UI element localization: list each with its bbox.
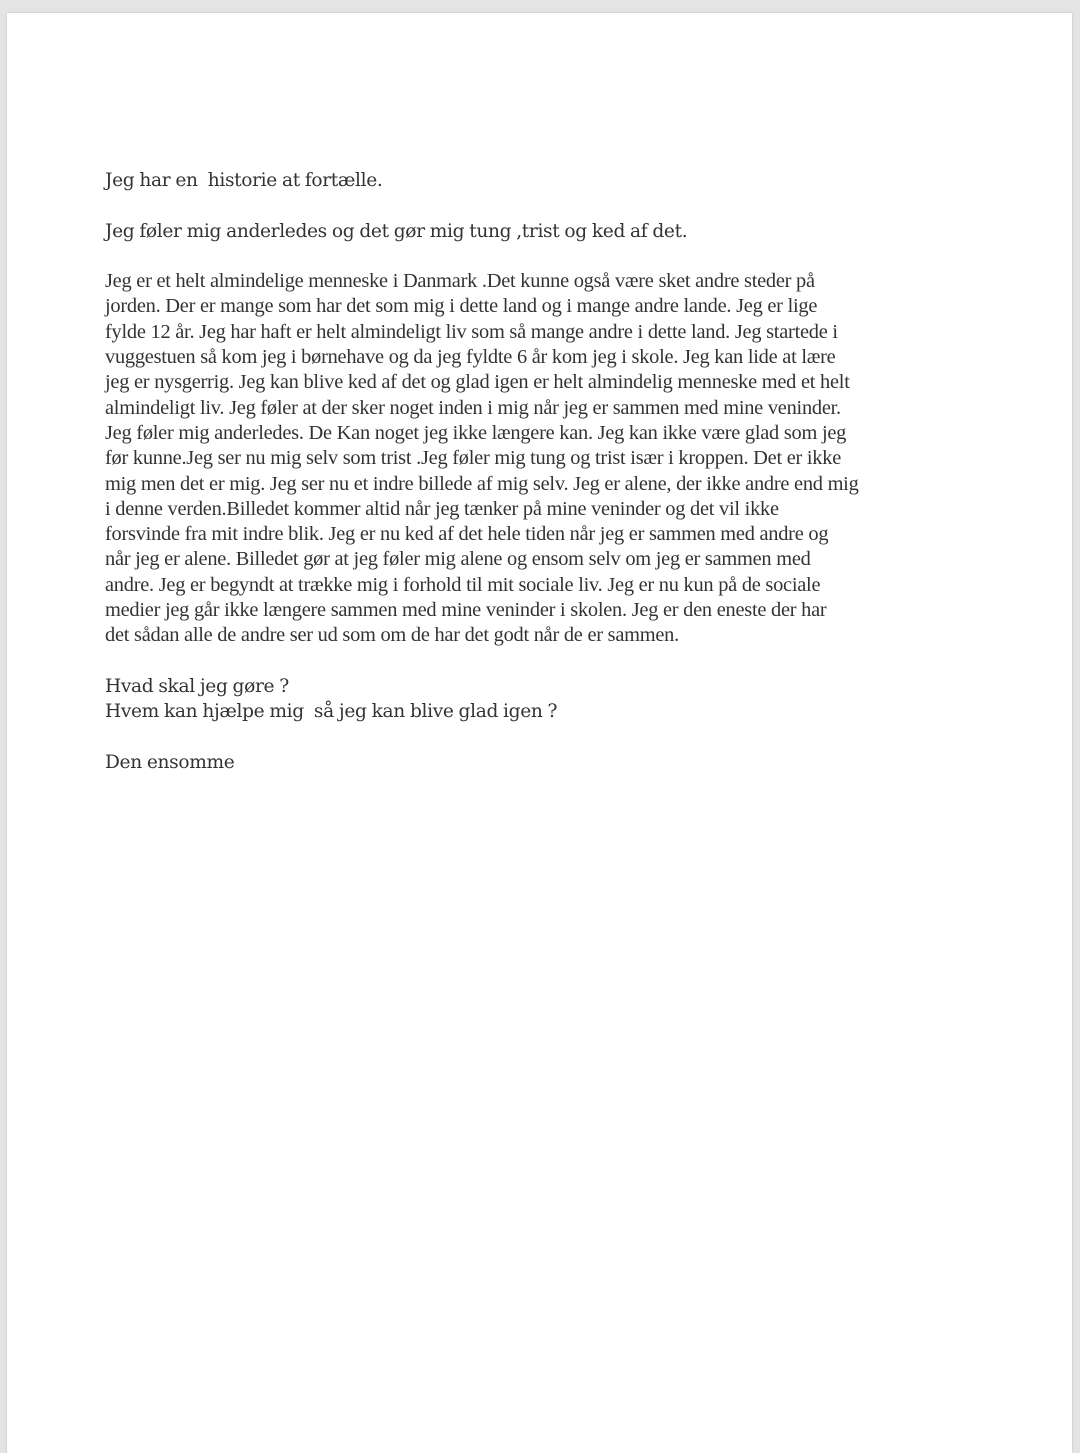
story-line: jorden. Der er mange som har det som mig i dette land og i mange andre lande. Jeg er lige — [105, 295, 818, 318]
story-line: mig men det er mig. Jeg ser nu et indre billede af mig selv. Jeg er alene, der ikke andre end mig — [105, 472, 859, 495]
feeling-paragraph — [105, 219, 985, 244]
story-paragraph — [105, 269, 985, 648]
signature-paragraph — [105, 750, 985, 775]
feeling-line: Jeg føler mig anderledes og det gør mig tung ,trist og ked af det. — [105, 220, 688, 242]
letter-text — [105, 168, 985, 800]
questions-paragraph — [105, 674, 985, 725]
story-line: når jeg er alene. Billedet gør at jeg føler mig alene og ensom selv om jeg er sammen med — [105, 548, 811, 571]
story-line: andre. Jeg er begyndt at trække mig i forhold til mit sociale liv. Jeg er nu kun på de sociale — [105, 573, 821, 596]
question-line: Hvem kan hjælpe mig så jeg kan blive glad igen ? — [105, 701, 558, 723]
story-line: jeg er nysgerrig. Jeg kan blive ked af det og glad igen er helt almindelig menneske med et helt — [105, 371, 850, 394]
story-line: Jeg er et helt almindelige menneske i Danmark .Det kunne også være sket andre steder på — [105, 270, 815, 293]
story-line: fylde 12 år. Jeg har haft er helt almindeligt liv som så mange andre i dette land. Jeg startede i — [105, 320, 838, 343]
signature: Den ensomme — [105, 751, 235, 773]
story-line: vuggestuen så kom jeg i børnehave og da jeg fyldte 6 år kom jeg i skole. Jeg kan lide at lære — [105, 346, 836, 369]
story-line: i denne verden.Billedet kommer altid når jeg tænker på mine veninder og det vil ikke — [105, 497, 779, 520]
opening-paragraph — [105, 168, 985, 193]
story-line: det sådan alle de andre ser ud som om de har det godt når de er sammen. — [105, 624, 679, 647]
question-line: Hvad skal jeg gøre ? — [105, 675, 289, 697]
opening-line: Jeg har en historie at fortælle. — [105, 170, 383, 191]
document-page — [7, 13, 1072, 1453]
story-line: forsvinde fra mit indre blik. Jeg er nu ked af det hele tiden når jeg er sammen med andre og — [105, 523, 829, 546]
story-line: Jeg føler mig anderledes. De Kan noget jeg ikke længere kan. Jeg kan ikke være glad som jeg — [105, 421, 847, 444]
story-line: før kunne.Jeg ser nu mig selv som trist .Jeg føler mig tung og trist især i kroppen. Det er ikke — [105, 447, 841, 470]
story-line: medier jeg går ikke længere sammen med mine veninder i skolen. Jeg er den eneste der har — [105, 599, 827, 622]
story-line: almindeligt liv. Jeg føler at der sker noget inden i mig når jeg er sammen med mine veninder. — [105, 396, 841, 419]
